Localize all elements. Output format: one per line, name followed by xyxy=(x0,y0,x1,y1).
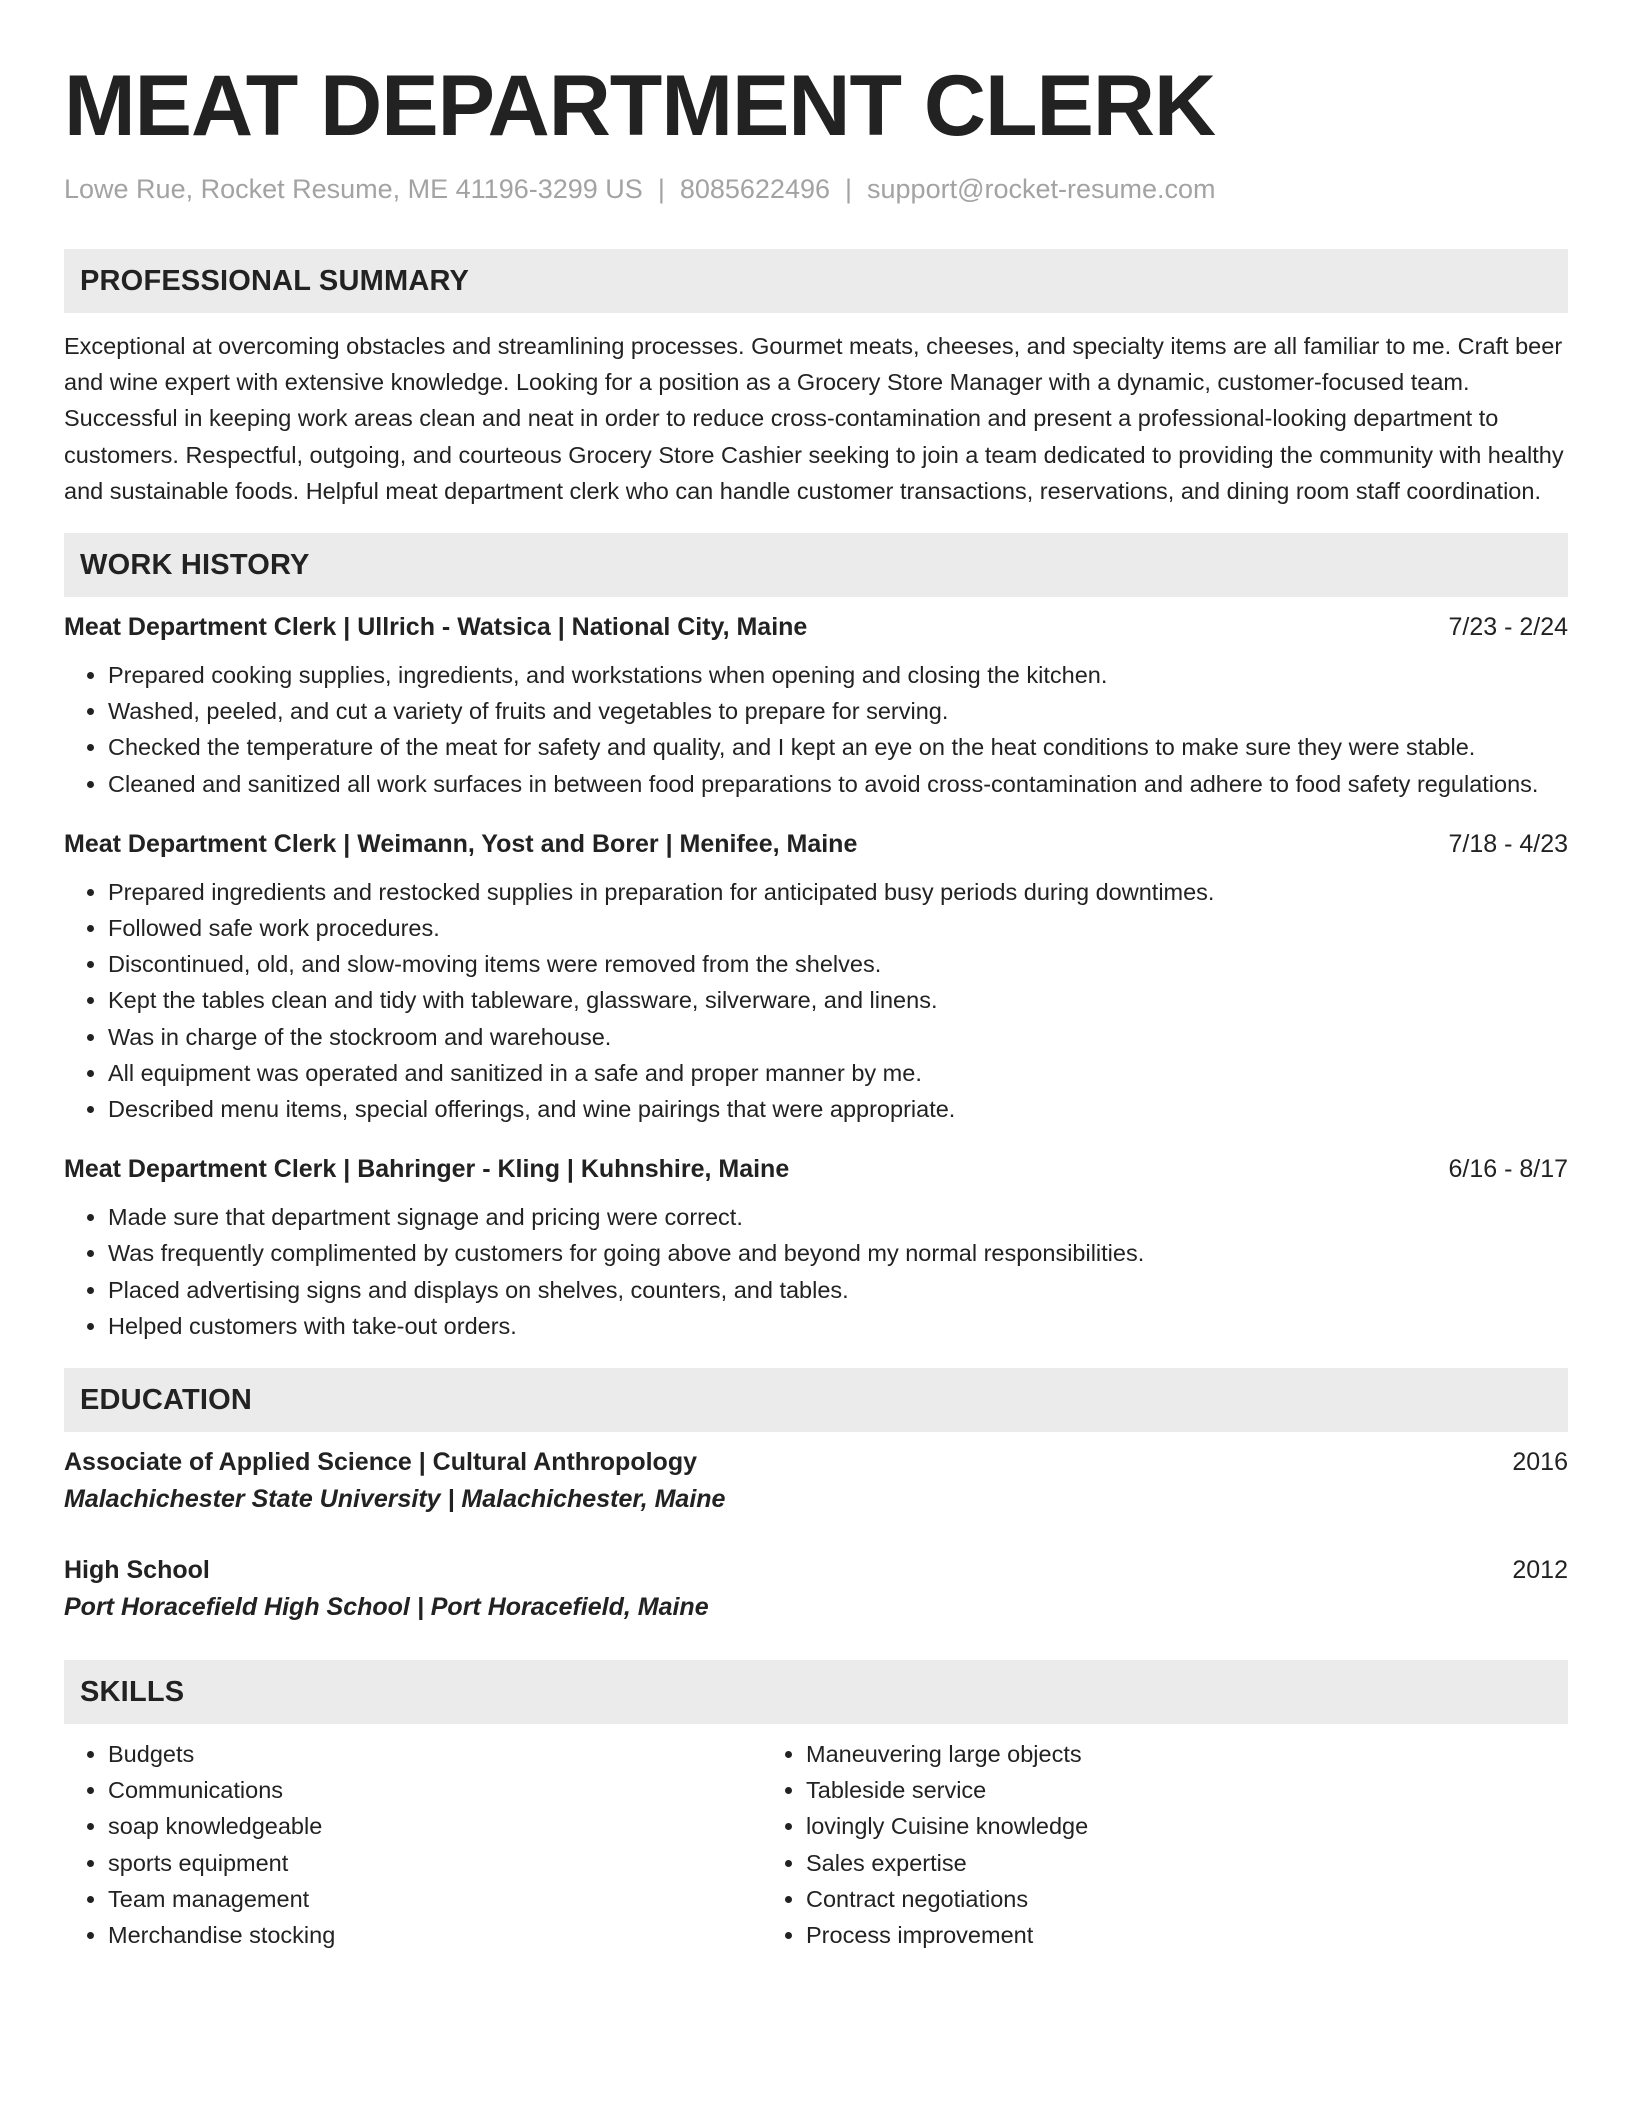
skill-item: • Maneuvering large objects xyxy=(806,1736,1460,1772)
education-school: Malachichester State University | Malachichester, Maine xyxy=(64,1485,726,1514)
list-item: • Helped customers with take-out orders. xyxy=(108,1308,1568,1344)
list-item: • Described menu items, special offerings, and wine pairings that were appropriate. xyxy=(108,1091,1568,1127)
list-item: • Cleaned and sanitized all work surfaces in between food preparations to avoid cross-contamination and adhere to food safety regulations. xyxy=(108,766,1568,802)
contact-phone: 8085622496 xyxy=(679,174,830,204)
skill-item: • Team management xyxy=(108,1881,762,1917)
list-item: • Was in charge of the stockroom and warehouse. xyxy=(108,1019,1568,1055)
skill-item: • Merchandise stocking xyxy=(108,1917,762,1953)
job-header xyxy=(64,826,1568,862)
job-entry xyxy=(64,609,1568,802)
job-title: Meat Department Clerk | Ullrich - Watsica | National City, Maine xyxy=(64,613,808,642)
skill-item: • Communications xyxy=(108,1772,762,1808)
contact-separator: | xyxy=(845,174,853,204)
job-title: Meat Department Clerk | Weimann, Yost and Borer | Menifee, Maine xyxy=(64,829,858,858)
job-bullets xyxy=(64,874,1568,1127)
section-heading-skills: SKILLS xyxy=(64,1660,1568,1724)
section-heading-work: WORK HISTORY xyxy=(64,533,1568,597)
job-entry xyxy=(64,1151,1568,1344)
education-degree: Associate of Applied Science | Cultural Anthropology xyxy=(64,1448,697,1477)
skill-item: • lovingly Cuisine knowledge xyxy=(806,1808,1460,1844)
resume-page xyxy=(64,0,1568,1953)
skill-item: • Tableside service xyxy=(806,1772,1460,1808)
list-item: • Prepared ingredients and restocked supplies in preparation for anticipated busy periods during downtimes. xyxy=(108,874,1568,910)
list-item: • Washed, peeled, and cut a variety of fruits and vegetables to prepare for serving. xyxy=(108,693,1568,729)
list-item: • Discontinued, old, and slow-moving items were removed from the shelves. xyxy=(108,946,1568,982)
education-entry xyxy=(64,1552,1568,1626)
education-year: 2016 xyxy=(1512,1448,1568,1477)
job-bullets xyxy=(64,1199,1568,1344)
job-bullets xyxy=(64,657,1568,802)
skill-item: • Budgets xyxy=(108,1736,762,1772)
job-header xyxy=(64,1151,1568,1187)
education-school: Port Horacefield High School | Port Horacefield, Maine xyxy=(64,1593,709,1622)
education-header xyxy=(64,1552,1568,1588)
list-item: • Kept the tables clean and tidy with tableware, glassware, silverware, and linens. xyxy=(108,982,1568,1018)
job-dates: 7/23 - 2/24 xyxy=(1448,613,1568,642)
skills-list-left xyxy=(64,1736,762,1953)
education-degree: High School xyxy=(64,1556,210,1585)
list-item: • Placed advertising signs and displays on shelves, counters, and tables. xyxy=(108,1272,1568,1308)
job-dates: 6/16 - 8/17 xyxy=(1448,1155,1568,1184)
education-entry xyxy=(64,1444,1568,1518)
education-header xyxy=(64,1444,1568,1480)
job-title: Meat Department Clerk | Bahringer - Kling | Kuhnshire, Maine xyxy=(64,1155,790,1184)
skill-item: • sports equipment xyxy=(108,1845,762,1881)
list-item: • Made sure that department signage and pricing were correct. xyxy=(108,1199,1568,1235)
contact-email: support@rocket-resume.com xyxy=(867,174,1216,204)
job-dates: 7/18 - 4/23 xyxy=(1448,829,1568,858)
skills-columns xyxy=(64,1736,1568,1953)
job-entry xyxy=(64,826,1568,1127)
list-item: • Followed safe work procedures. xyxy=(108,910,1568,946)
skill-item: • soap knowledgeable xyxy=(108,1808,762,1844)
job-header xyxy=(64,609,1568,645)
skill-item: • Process improvement xyxy=(806,1917,1460,1953)
summary-text: Exceptional at overcoming obstacles and streamlining processes. Gourmet meats, cheeses, and specialty items are all familiar to me. Craft beer and wine expert with extensive knowledge. Looking for a position as a Grocery Store Manager with a dynamic, customer-focused team. Successful in keeping work areas clean and neat in order to reduce cross-contamination and present a professional-looking department to customers. Respectful, outgoing, and courteous Grocery Store Cashier seeking to join a team dedicated to providing the community with healthy and sustainable foods. Helpful meat department clerk who can handle customer transactions, reservations, and dining room staff coordination. xyxy=(64,333,1564,504)
skill-item: • Sales expertise xyxy=(806,1845,1460,1881)
list-item: • Prepared cooking supplies, ingredients, and workstations when opening and closing the kitchen. xyxy=(108,657,1568,693)
contact-separator: | xyxy=(657,174,665,204)
list-item: • Checked the temperature of the meat for safety and quality, and I kept an eye on the heat conditions to make sure they were stable. xyxy=(108,729,1568,765)
list-item: • Was frequently complimented by customers for going above and beyond my normal responsibilities. xyxy=(108,1235,1568,1271)
list-item: • All equipment was operated and sanitized in a safe and proper manner by me. xyxy=(108,1055,1568,1091)
section-heading-summary: PROFESSIONAL SUMMARY xyxy=(64,249,1568,313)
resume-title: MEAT DEPARTMENT CLERK xyxy=(64,58,1216,154)
skill-item: • Contract negotiations xyxy=(806,1881,1460,1917)
contact-address: Lowe Rue, Rocket Resume, ME 41196-3299 US xyxy=(64,174,643,204)
skills-list-right xyxy=(762,1736,1460,1953)
section-heading-education: EDUCATION xyxy=(64,1368,1568,1432)
education-year: 2012 xyxy=(1512,1556,1568,1585)
contact-line xyxy=(64,172,1568,206)
